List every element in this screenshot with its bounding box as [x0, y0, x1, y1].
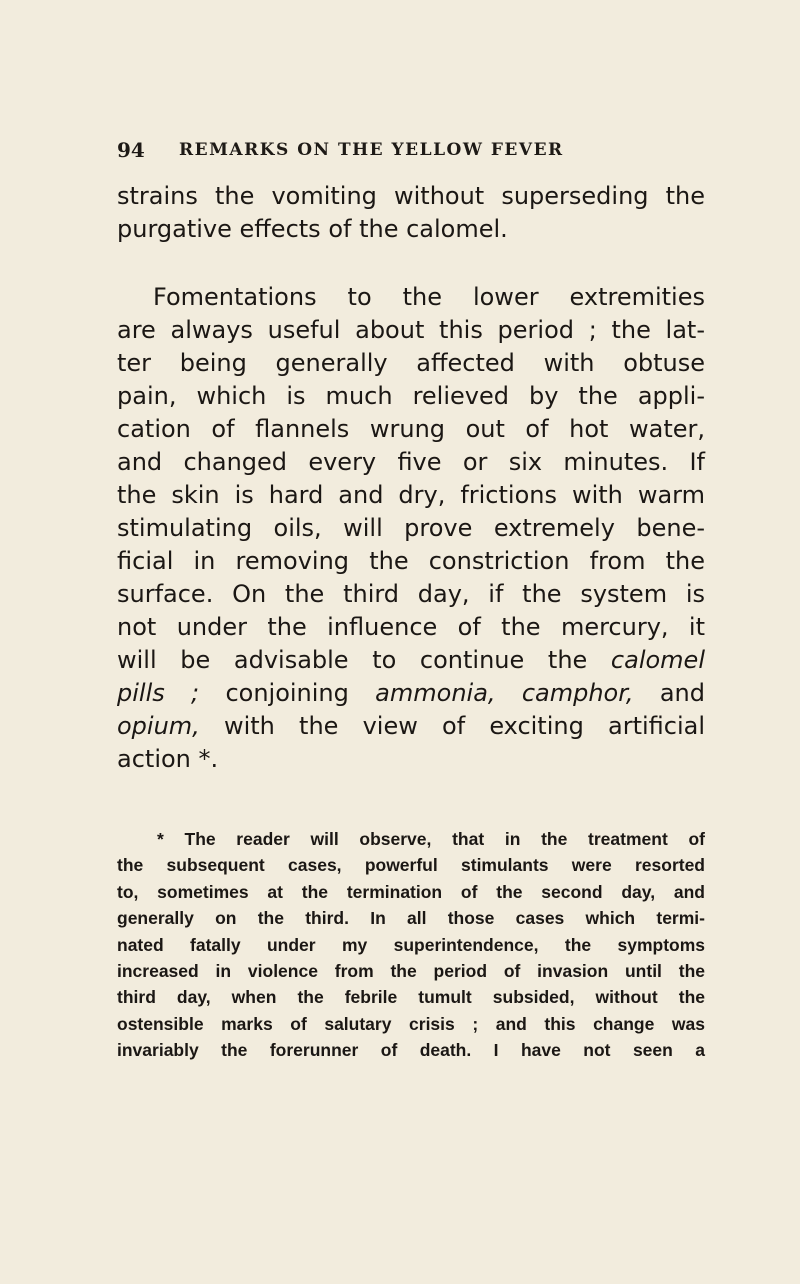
text-line: the skin is hard and dry, frictions with warm — [117, 481, 705, 509]
italic-term-pills: pills ; — [117, 679, 200, 707]
text-line: Fomentations to the lower extremities — [153, 283, 705, 311]
footnote-line: * The reader will observe, that in the treatment of — [157, 829, 705, 849]
italic-term-opium: opium, — [117, 712, 200, 740]
italic-term-ammonia-camphor: ammonia, camphor, — [375, 679, 634, 707]
running-head: REMARKS ON THE YELLOW FEVER — [179, 140, 564, 160]
text-line — [117, 710, 705, 743]
footnote-line: nated fatally under my superintendence, the symptoms — [117, 934, 705, 955]
text-line: ter being generally affected with obtuse — [117, 349, 705, 377]
text-line: pain, which is much relieved by the appli- — [117, 382, 705, 410]
text-line: strains the vomiting without superseding the — [117, 182, 705, 210]
text-line: and changed every five or six minutes. If — [117, 448, 705, 476]
page-header — [117, 138, 677, 168]
paragraph-gap — [117, 246, 705, 281]
text-run: will be advisable to continue the — [117, 646, 611, 674]
text-line: surface. On the third day, if the system is — [117, 580, 705, 608]
footnote-line: ostensible marks of salutary crisis ; and this change was — [117, 1013, 705, 1034]
footnote-line: to, sometimes at the termination of the second day, and — [117, 881, 705, 902]
footnote-line: increased in violence from the period of invasion until the — [117, 960, 705, 981]
text-line: not under the influence of the mercury, it — [117, 613, 705, 641]
footnote-line: invariably the forerunner of death. I have not seen a — [117, 1040, 705, 1061]
footnote — [117, 826, 705, 1064]
text-run: conjoining — [199, 679, 376, 707]
italic-term-calomel: calomel — [610, 646, 705, 674]
text-line — [117, 677, 705, 710]
text-line: cation of flannels wrung out of hot water, — [117, 415, 705, 443]
text-line: stimulating oils, will prove extremely bene- — [117, 514, 705, 542]
text-line — [117, 644, 705, 677]
footnote-line: the subsequent cases, powerful stimulants were resorted — [117, 855, 705, 876]
text-run: with the view of exciting artificial — [199, 712, 705, 740]
footnote-line: third day, when the febrile tumult subsided, without the — [117, 987, 705, 1008]
body-text — [117, 180, 705, 776]
page-number: 94 — [117, 138, 145, 162]
footnote-line: generally on the third. In all those cases which termi- — [117, 908, 705, 929]
text-line: ficial in removing the constriction from the — [117, 547, 705, 575]
text-line: are always useful about this period ; the lat- — [117, 316, 705, 344]
text-line: action *. — [117, 745, 219, 773]
text-line: purgative effects of the calomel. — [117, 215, 508, 243]
text-run: and — [633, 679, 705, 707]
